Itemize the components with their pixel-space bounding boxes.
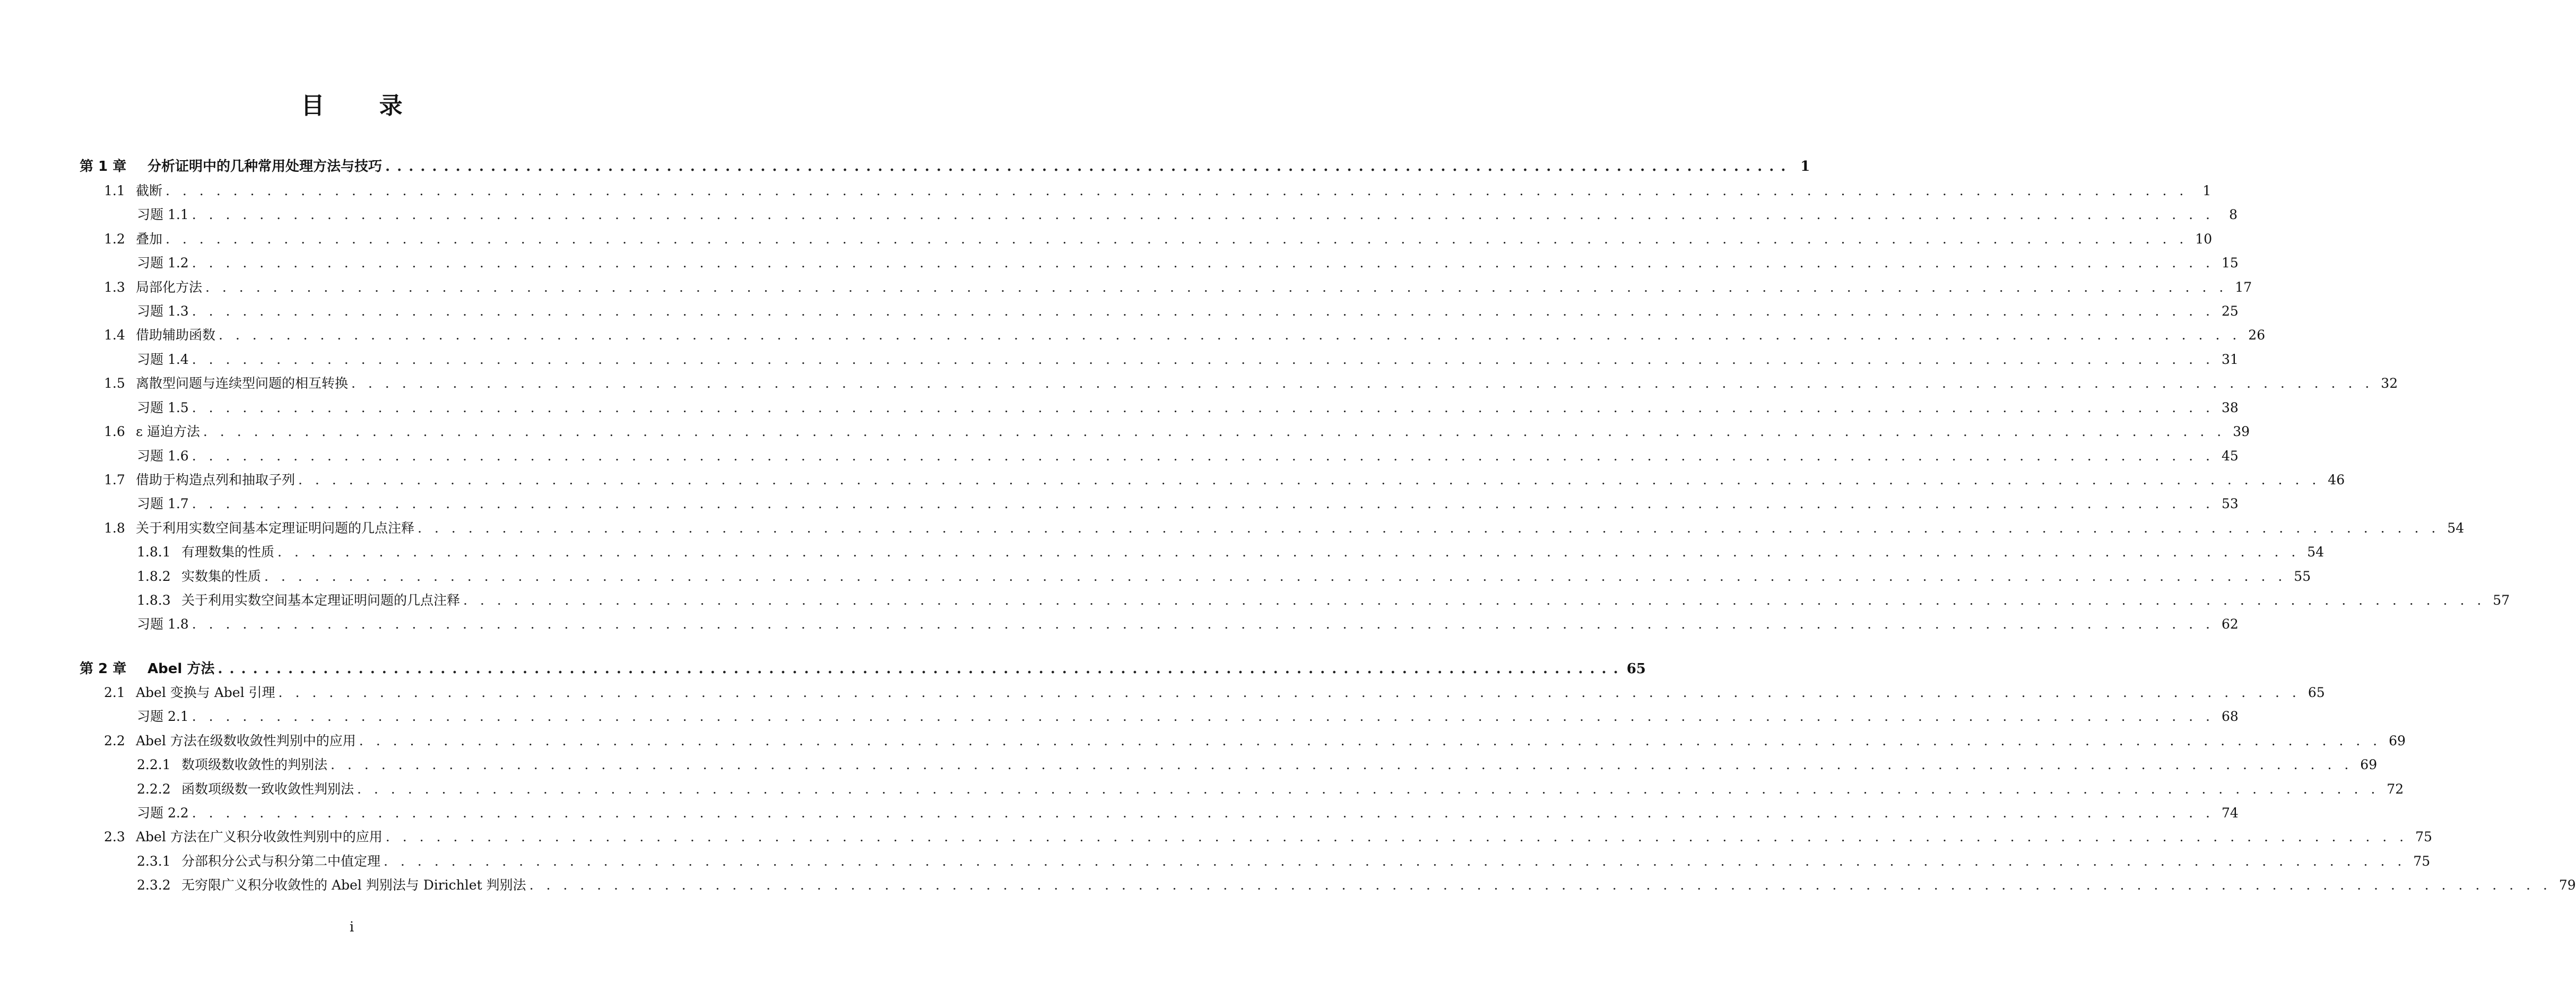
dot-leader: . . . . . . . . . . . . . . . . . . . . . . . . . . . . . . . . . . . . . . . . . . . . . . . . . . . . . . . . . . . . . . . . . . . . . . . . . . . . . . . . . . . . . . . . . . . . . . . . . . . . . . . . . . . . . . . . . . . . . . . .	[192, 400, 2214, 415]
toc-entry-chapter[interactable]	[80, 156, 1810, 177]
toc-entry-section[interactable]	[80, 730, 2406, 752]
toc-entry-page: 75	[2413, 853, 2431, 869]
dot-leader: . . . . . . . . . . . . . . . . . . . . . . . . . . . . . . . . . . . . . . . . . . . . . . . . . . . . . . . . . . . . . . . . . . . . . . . . . . . . . . . . . . . . . . . . . . . . . . . . . . . . . . . . . . . . . . . . . . . . . . . .	[277, 544, 2300, 560]
toc-entry-number: 1.8.3	[137, 593, 171, 608]
toc-entry-number: 2.3	[104, 829, 125, 844]
dot-leader: . . . . . . . . . . . . . . . . . . . . . . . . . . . . . . . . . . . . . . . . . . . . . . . . . . . . . . . . . . . . . . . . . . . . . . . . . . . . . . . . . . . . . . . . . . . . . . . . . . . . . . . . . . . . . . . . . . . . . . . .	[357, 781, 2380, 797]
toc-entry-page: 75	[2415, 829, 2432, 844]
toc-entry-title: 叠加	[136, 231, 163, 247]
toc-entry-title: Abel 方法在广义积分收敛性判别中的应用	[136, 829, 383, 844]
toc-entry-title: 借助辅助函数	[136, 327, 216, 343]
toc-entry-exercise[interactable]	[80, 614, 2239, 635]
toc-entry-section[interactable]	[80, 229, 2213, 250]
toc-entry-page: 54	[2307, 544, 2325, 560]
toc-entry-chapter[interactable]	[80, 658, 1646, 679]
toc-entry-page: 68	[2222, 709, 2239, 724]
toc-entry-page: 45	[2222, 448, 2239, 464]
toc-entry-section[interactable]	[80, 469, 2345, 491]
toc-entry-number: 1.6	[104, 424, 125, 439]
toc-entry-page: 31	[2222, 352, 2239, 367]
toc-entry-exercise[interactable]	[80, 252, 2239, 274]
toc-entry-number: 1.8	[104, 520, 125, 536]
toc-entry-page: 32	[2381, 376, 2398, 391]
toc-entry-number: 第 1 章	[80, 159, 127, 175]
toc-entry-page: 65	[2308, 685, 2325, 700]
toc-entry-title: 离散型问题与连续型问题的相互转换	[136, 376, 349, 391]
toc-entry-page: 53	[2222, 496, 2239, 511]
toc-entry-page: 69	[2389, 733, 2406, 748]
toc-entry-number: 2.1	[104, 685, 125, 700]
toc-entry-number: 1.5	[104, 376, 125, 391]
toc-entry-title: 有理数集的性质	[181, 544, 275, 560]
toc-entry-title: 习题 2.2	[137, 805, 189, 821]
toc-entry-title: 关于利用实数空间基本定理证明问题的几点注释	[136, 520, 415, 536]
page-title: 目 录	[301, 92, 426, 119]
toc-entry-section[interactable]	[80, 682, 2325, 703]
dot-leader: . . . . . . . . . . . . . . . . . . . . . . . . . . . . . . . . . . . . . . . . . . . . . . . . . . . . . . . . . . . . . . . . . . . . . . . . . . . . . . . . . . . . . . . . . . . . . . . . . . . . . . . . . . . . . . . . . . . . . . . .	[385, 829, 2408, 844]
toc-entry-title: 函数项级数一致收敛性判别法	[181, 781, 354, 797]
dot-leader: . . . . . . . . . . . . . . . . . . . . . . . . . . . . . . . . . . . . . . . . . . . . . . . . . . . . . . . . . . . . . . . . . . . . . . . . . . . . . . . . . . . . . . . . . . . . . . . . . . . . . . . . . . . . . . . . . . . . . . . .	[218, 661, 1619, 677]
dot-leader: . . . . . . . . . . . . . . . . . . . . . . . . . . . . . . . . . . . . . . . . . . . . . . . . . . . . . . . . . . . . . . . . . . . . . . . . . . . . . . . . . . . . . . . . . . . . . . . . . . . . . . . . . . . . . . . . . . . . . . . .	[351, 376, 2374, 391]
dot-leader: . . . . . . . . . . . . . . . . . . . . . . . . . . . . . . . . . . . . . . . . . . . . . . . . . . . . . . . . . . . . . . . . . . . . . . . . . . . . . . . . . . . . . . . . . . . . . . . . . . . . . . . . . . . . . . . . . . . . . . . .	[278, 685, 2301, 700]
toc-entry-exercise[interactable]	[80, 803, 2239, 824]
dot-leader: . . . . . . . . . . . . . . . . . . . . . . . . . . . . . . . . . . . . . . . . . . . . . . . . . . . . . . . . . . . . . . . . . . . . . . . . . . . . . . . . . . . . . . . . . . . . . . . . . . . . . . . . . . . . . . . . . . . . . . . .	[203, 424, 2226, 439]
toc-entry-page: 8	[2229, 207, 2237, 222]
toc-entry-page: 38	[2222, 400, 2239, 415]
toc-entry-section[interactable]	[80, 518, 2465, 539]
toc-entry-title: 习题 1.5	[137, 400, 189, 415]
toc-entry-section[interactable]	[80, 826, 2432, 848]
toc-entry-exercise[interactable]	[80, 493, 2239, 515]
toc-entry-title: 习题 1.4	[137, 352, 189, 367]
toc-entry-page: 57	[2493, 593, 2510, 608]
dot-leader: . . . . . . . . . . . . . . . . . . . . . . . . . . . . . . . . . . . . . . . . . . . . . . . . . . . . . . . . . . . . . . . . . . . . . . . . . . . . . . . . . . . . . . . . . . . . . . . . . . . . . . . . . . . . . . . . . . . . . . . .	[192, 207, 2214, 222]
toc-entry-number: 1.2	[104, 231, 125, 247]
toc-entry-exercise[interactable]	[80, 349, 2239, 370]
dot-leader: . . . . . . . . . . . . . . . . . . . . . . . . . . . . . . . . . . . . . . . . . . . . . . . . . . . . . . . . . . . . . . . . . . . . . . . . . . . . . . . . . . . . . . . . . . . . . . . . . . . . . . . . . . . . . . . . . . . . . . . .	[192, 805, 2214, 821]
toc-entry-subsection[interactable]	[80, 590, 2510, 611]
toc-entry-page: 25	[2222, 303, 2239, 319]
dot-leader: . . . . . . . . . . . . . . . . . . . . . . . . . . . . . . . . . . . . . . . . . . . . . . . . . . . . . . . . . . . . . . . . . . . . . . . . . . . . . . . . . . . . . . . . . . . . . . . . . . . . . . . . . . . . . . . . . . . . . . . .	[192, 448, 2214, 464]
toc-entry-page: 10	[2195, 231, 2213, 247]
toc-entry-title: 习题 1.7	[137, 496, 189, 511]
dot-leader: . . . . . . . . . . . . . . . . . . . . . . . . . . . . . . . . . . . . . . . . . . . . . . . . . . . . . . . . . . . . . . . . . . . . . . . . . . . . . . . . . . . . . . . . . . . . . . . . . . . . . . . . . . . . . . . . . . . . . . . .	[298, 472, 2321, 487]
dot-leader: . . . . . . . . . . . . . . . . . . . . . . . . . . . . . . . . . . . . . . . . . . . . . . . . . . . . . . . . . . . . . . . . . . . . . . . . . . . . . . . . . . . . . . . . . . . . . . . . . . . . . . . . . . . . . . . . . . . . . . . .	[385, 159, 1787, 175]
toc-entry-subsection[interactable]	[80, 851, 2431, 872]
toc-entry-page: 65	[1626, 661, 1646, 677]
toc-entry-number: 第 2 章	[80, 661, 127, 677]
toc-entry-page: 17	[2235, 280, 2252, 295]
toc-entry-page: 15	[2222, 255, 2239, 271]
toc-entry-subsection[interactable]	[80, 754, 2378, 776]
toc-entry-page: 62	[2222, 616, 2239, 632]
dot-leader: . . . . . . . . . . . . . . . . . . . . . . . . . . . . . . . . . . . . . . . . . . . . . . . . . . . . . . . . . . . . . . . . . . . . . . . . . . . . . . . . . . . . . . . . . . . . . . . . . . . . . . . . . . . . . . . . . . . . . . . .	[192, 496, 2214, 511]
dot-leader: . . . . . . . . . . . . . . . . . . . . . . . . . . . . . . . . . . . . . . . . . . . . . . . . . . . . . . . . . . . . . . . . . . . . . . . . . . . . . . . . . . . . . . . . . . . . . . . . . . . . . . . . . . . . . . . . . . . . . . . .	[166, 231, 2188, 247]
toc-entry-number: 2.2.2	[137, 781, 171, 797]
toc-entry-subsection[interactable]	[80, 542, 2325, 563]
toc-entry-number: 1.4	[104, 327, 125, 343]
dot-leader: . . . . . . . . . . . . . . . . . . . . . . . . . . . . . . . . . . . . . . . . . . . . . . . . . . . . . . . . . . . . . . . . . . . . . . . . . . . . . . . . . . . . . . . . . . . . . . . . . . . . . . . . . . . . . . . . . . . . . . . .	[219, 327, 2241, 343]
toc-entry-title: 分部积分公式与积分第二中值定理	[181, 853, 381, 869]
toc-entry-exercise[interactable]	[80, 397, 2239, 419]
toc-entry-section[interactable]	[80, 421, 2250, 442]
toc-entry-page: 39	[2233, 424, 2250, 439]
toc-entry-title: Abel 方法	[148, 661, 215, 677]
dot-leader: . . . . . . . . . . . . . . . . . . . . . . . . . . . . . . . . . . . . . . . . . . . . . . . . . . . . . . . . . . . . . . . . . . . . . . . . . . . . . . . . . . . . . . . . . . . . . . . . . . . . . . . . . . . . . . . . . . . . . . . .	[192, 352, 2214, 367]
dot-leader: . . . . . . . . . . . . . . . . . . . . . . . . . . . . . . . . . . . . . . . . . . . . . . . . . . . . . . . . . . . . . . . . . . . . . . . . . . . . . . . . . . . . . . . . . . . . . . . . . . . . . . . . . . . . . . . . . . . . . . . .	[264, 569, 2287, 584]
dot-leader: . . . . . . . . . . . . . . . . . . . . . . . . . . . . . . . . . . . . . . . . . . . . . . . . . . . . . . . . . . . . . . . . . . . . . . . . . . . . . . . . . . . . . . . . . . . . . . . . . . . . . . . . . . . . . . . . . . . . . . . .	[463, 593, 2486, 608]
toc-entry-title: 实数集的性质	[181, 569, 262, 584]
toc-entry-page: 72	[2387, 781, 2404, 797]
dot-leader: . . . . . . . . . . . . . . . . . . . . . . . . . . . . . . . . . . . . . . . . . . . . . . . . . . . . . . . . . . . . . . . . . . . . . . . . . . . . . . . . . . . . . . . . . . . . . . . . . . . . . . . . . . . . . . . . . . . . . . . .	[331, 757, 2353, 772]
toc-entry-subsection[interactable]	[80, 875, 2576, 896]
toc-entry-section[interactable]	[80, 373, 2398, 394]
toc-entry-number: 1.8.2	[137, 569, 171, 584]
toc-entry-exercise[interactable]	[80, 446, 2239, 467]
dot-leader: . . . . . . . . . . . . . . . . . . . . . . . . . . . . . . . . . . . . . . . . . . . . . . . . . . . . . . . . . . . . . . . . . . . . . . . . . . . . . . . . . . . . . . . . . . . . . . . . . . . . . . . . . . . . . . . . . . . . . . . .	[384, 853, 2406, 869]
toc-entry-number: 2.3.1	[137, 853, 171, 869]
toc-entry-title: Abel 变换与 Abel 引理	[136, 685, 275, 700]
toc-entry-title: Abel 方法在级数收敛性判别中的应用	[136, 733, 356, 748]
toc-entry-page: 54	[2447, 520, 2465, 536]
page-number: i	[349, 919, 354, 935]
dot-leader: . . . . . . . . . . . . . . . . . . . . . . . . . . . . . . . . . . . . . . . . . . . . . . . . . . . . . . . . . . . . . . . . . . . . . . . . . . . . . . . . . . . . . . . . . . . . . . . . . . . . . . . . . . . . . . . . . . . . . . . .	[529, 877, 2552, 893]
toc-entry-section[interactable]	[80, 325, 2266, 346]
toc-entry-page: 26	[2248, 327, 2266, 343]
toc-entry-subsection[interactable]	[80, 566, 2311, 587]
toc-entry-title: 关于利用实数空间基本定理证明问题的几点注释	[181, 593, 461, 608]
dot-leader: . . . . . . . . . . . . . . . . . . . . . . . . . . . . . . . . . . . . . . . . . . . . . . . . . . . . . . . . . . . . . . . . . . . . . . . . . . . . . . . . . . . . . . . . . . . . . . . . . . . . . . . . . . . . . . . . . . . . . . . .	[192, 255, 2214, 271]
toc-entry-title: 习题 1.6	[137, 448, 189, 464]
dot-leader: . . . . . . . . . . . . . . . . . . . . . . . . . . . . . . . . . . . . . . . . . . . . . . . . . . . . . . . . . . . . . . . . . . . . . . . . . . . . . . . . . . . . . . . . . . . . . . . . . . . . . . . . . . . . . . . . . . . . . . . .	[205, 280, 2228, 295]
toc-entry-number: 1.7	[104, 472, 125, 487]
toc-entry-section[interactable]	[80, 277, 2252, 298]
toc-entry-page: 1	[2202, 183, 2211, 198]
toc-entry-title: 习题 1.3	[137, 303, 189, 319]
toc-entry-number: 1.8.1	[137, 544, 171, 560]
toc-entry-title: 借助于构造点列和抽取子列	[136, 472, 296, 487]
toc-entry-title: ε 逼迫方法	[136, 424, 200, 439]
toc-entry-number: 2.2.1	[137, 757, 171, 772]
toc-entry-title: 局部化方法	[136, 280, 203, 295]
toc-entry-page: 74	[2222, 805, 2239, 821]
toc-entry-exercise[interactable]	[80, 204, 2237, 225]
toc-entry-title: 无穷限广义积分收敛性的 Abel 判别法与 Dirichlet 判别法	[181, 877, 526, 893]
toc-entry-page: 1	[1800, 159, 1810, 175]
toc-entry-exercise[interactable]	[80, 301, 2239, 322]
toc-entry-title: 数项级数收敛性的判别法	[181, 757, 328, 772]
toc-entry-number: 1.3	[104, 280, 125, 295]
dot-leader: . . . . . . . . . . . . . . . . . . . . . . . . . . . . . . . . . . . . . . . . . . . . . . . . . . . . . . . . . . . . . . . . . . . . . . . . . . . . . . . . . . . . . . . . . . . . . . . . . . . . . . . . . . . . . . . . . . . . . . . .	[192, 303, 2214, 319]
toc-entry-section[interactable]	[80, 180, 2211, 202]
toc-entry-title: 分析证明中的几种常用处理方法与技巧	[148, 159, 383, 175]
toc-entry-page: 69	[2360, 757, 2378, 772]
toc-entry-page: 79	[2558, 877, 2576, 893]
toc-entry-title: 习题 1.1	[137, 207, 189, 222]
toc-entry-exercise[interactable]	[80, 706, 2239, 727]
dot-leader: . . . . . . . . . . . . . . . . . . . . . . . . . . . . . . . . . . . . . . . . . . . . . . . . . . . . . . . . . . . . . . . . . . . . . . . . . . . . . . . . . . . . . . . . . . . . . . . . . . . . . . . . . . . . . . . . . . . . . . . .	[192, 616, 2214, 632]
dot-leader: . . . . . . . . . . . . . . . . . . . . . . . . . . . . . . . . . . . . . . . . . . . . . . . . . . . . . . . . . . . . . . . . . . . . . . . . . . . . . . . . . . . . . . . . . . . . . . . . . . . . . . . . . . . . . . . . . . . . . . . .	[166, 183, 2188, 198]
toc-entry-number: 2.3.2	[137, 877, 171, 893]
toc-entry-number: 2.2	[104, 733, 125, 748]
toc-entry-title: 截断	[136, 183, 163, 198]
dot-leader: . . . . . . . . . . . . . . . . . . . . . . . . . . . . . . . . . . . . . . . . . . . . . . . . . . . . . . . . . . . . . . . . . . . . . . . . . . . . . . . . . . . . . . . . . . . . . . . . . . . . . . . . . . . . . . . . . . . . . . . .	[192, 709, 2214, 724]
toc-entry-title: 习题 1.2	[137, 255, 189, 271]
toc-entry-page: 55	[2294, 569, 2311, 584]
toc-entry-title: 习题 2.1	[137, 709, 189, 724]
toc-entry-page: 46	[2328, 472, 2345, 487]
toc-entry-title: 习题 1.8	[137, 616, 189, 632]
dot-leader: . . . . . . . . . . . . . . . . . . . . . . . . . . . . . . . . . . . . . . . . . . . . . . . . . . . . . . . . . . . . . . . . . . . . . . . . . . . . . . . . . . . . . . . . . . . . . . . . . . . . . . . . . . . . . . . . . . . . . . . .	[359, 733, 2382, 748]
dot-leader: . . . . . . . . . . . . . . . . . . . . . . . . . . . . . . . . . . . . . . . . . . . . . . . . . . . . . . . . . . . . . . . . . . . . . . . . . . . . . . . . . . . . . . . . . . . . . . . . . . . . . . . . . . . . . . . . . . . . . . . .	[418, 520, 2440, 536]
toc-entry-number: 1.1	[104, 183, 125, 198]
toc-entry-subsection[interactable]	[80, 779, 2404, 800]
